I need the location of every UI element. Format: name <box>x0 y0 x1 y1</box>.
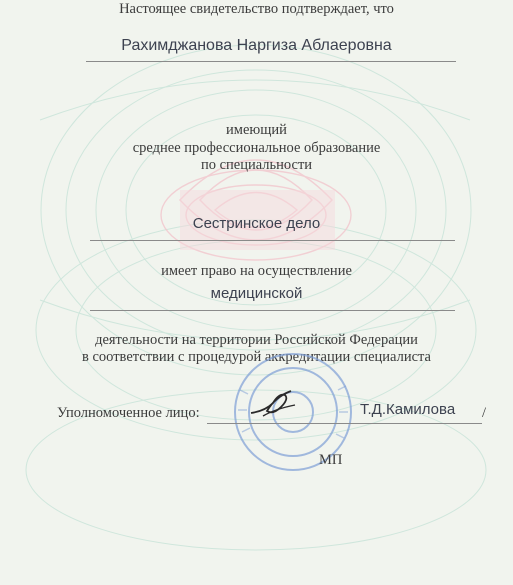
holder-name: Рахимджанова Наргиза Аблаеровна <box>121 37 392 54</box>
seal-label: МП <box>319 452 343 468</box>
having-line-2: среднее профессиональное образование <box>132 140 381 156</box>
territory-line-2: в соответствии с процедурой аккредитации специалиста <box>82 349 431 365</box>
slash: / <box>482 405 487 421</box>
having-line-1: имеющий <box>226 122 287 138</box>
authorized-name: Т.Д.Камилова <box>360 401 456 418</box>
having-line-3: по специальности <box>200 157 313 173</box>
authorized-label: Уполномоченное лицо: <box>57 405 200 421</box>
name-underline <box>86 61 456 62</box>
right-line: имеет право на осуществление <box>161 263 352 279</box>
activity-type: медицинской <box>210 285 303 302</box>
intro-text: Настоящее свидетельство подтверждает, что <box>119 1 394 17</box>
signature-underline <box>207 423 482 424</box>
territory-line-1: деятельности на территории Российской Федерации <box>95 332 418 348</box>
signature <box>245 383 300 423</box>
specialty: Сестринское дело <box>192 215 321 232</box>
activity-underline <box>90 310 455 311</box>
specialty-underline <box>90 240 455 241</box>
